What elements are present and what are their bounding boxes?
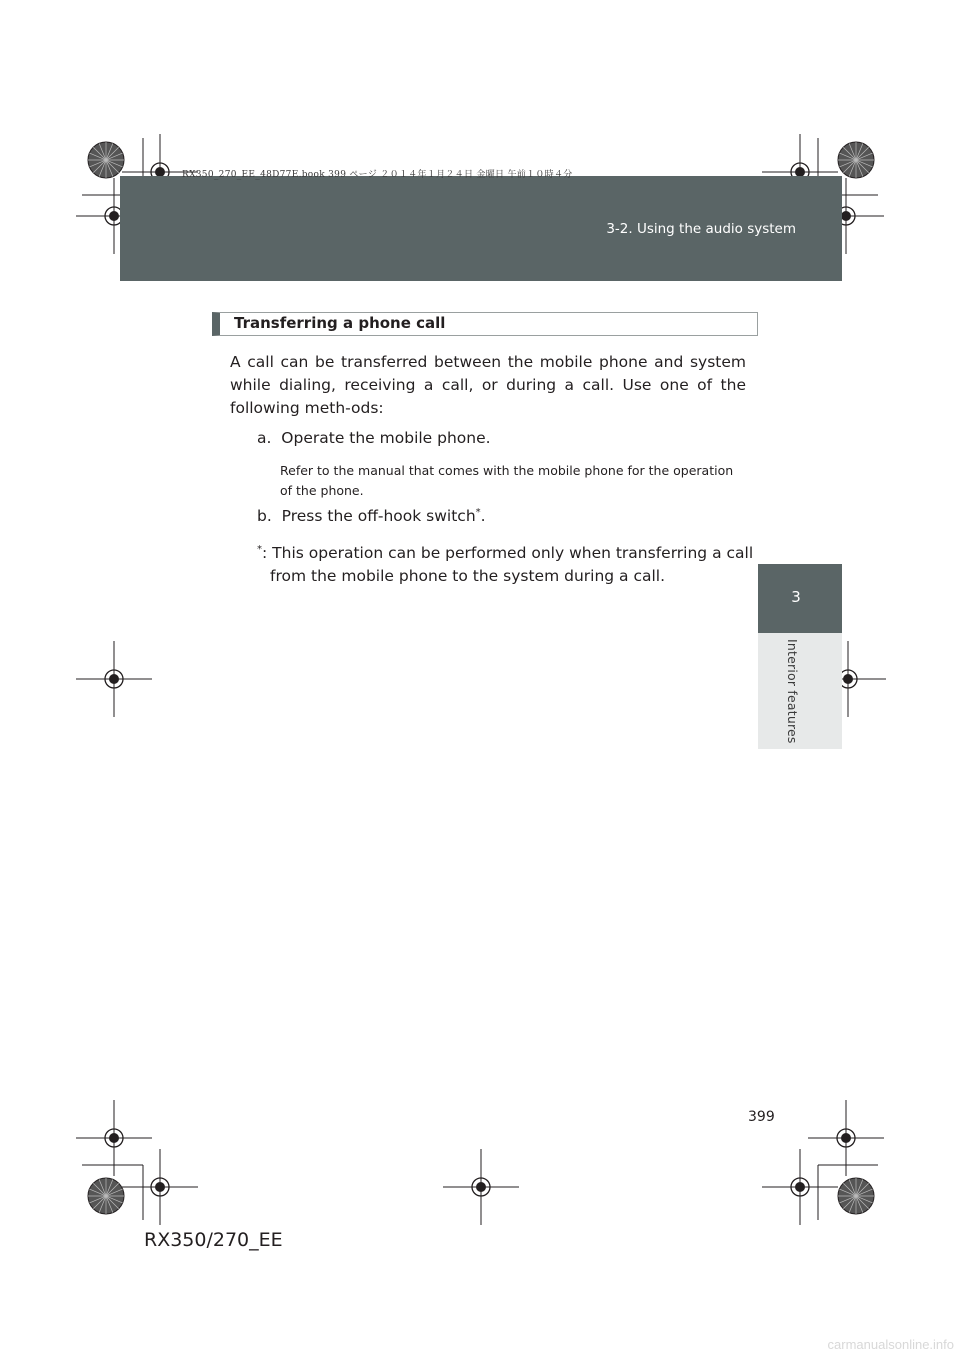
footnote-marker: * [257, 544, 262, 555]
footnote [257, 538, 760, 588]
model-code: RX350/270_EE [144, 1229, 283, 1251]
step-a-note: Refer to the manual that comes with the mobile phone for the operation of the phone. [280, 463, 734, 498]
watermark: carmanualsonline.info [827, 1337, 954, 1352]
step-a-marker: a. [257, 429, 272, 447]
topic-heading-bar [212, 312, 758, 336]
step-b-marker: b. [257, 507, 272, 526]
print-info: RX350_270_EE_48D77E.book 399 ページ ２０１４年１月２４日 金曜日 午前１０時４分 [182, 170, 573, 180]
page-number: 399 [748, 1109, 775, 1125]
section-title: 3-2. Using the audio system [606, 221, 796, 237]
step-a-text: Operate the mobile phone. [281, 429, 491, 447]
topic-title: Transferring a phone call [234, 314, 446, 332]
step-b [257, 507, 486, 525]
step-b-text: Press the off-hook switch [281, 507, 476, 526]
step-a [257, 429, 491, 447]
chapter-number: 3 [791, 588, 801, 606]
intro-paragraph: A call can be transferred between the mobile phone and system while dialing, receiving a call, or during a call. Use one of the following meth-ods: [230, 353, 746, 417]
chapter-label-tab [758, 633, 842, 749]
footnote-text: : This operation can be performed only when transferring a call from the mobile phone to the system during a call. [262, 544, 754, 586]
step-b-superscript: * [475, 507, 481, 518]
step-b-suffix: . [480, 507, 486, 526]
chapter-label: Interior features [785, 639, 800, 744]
